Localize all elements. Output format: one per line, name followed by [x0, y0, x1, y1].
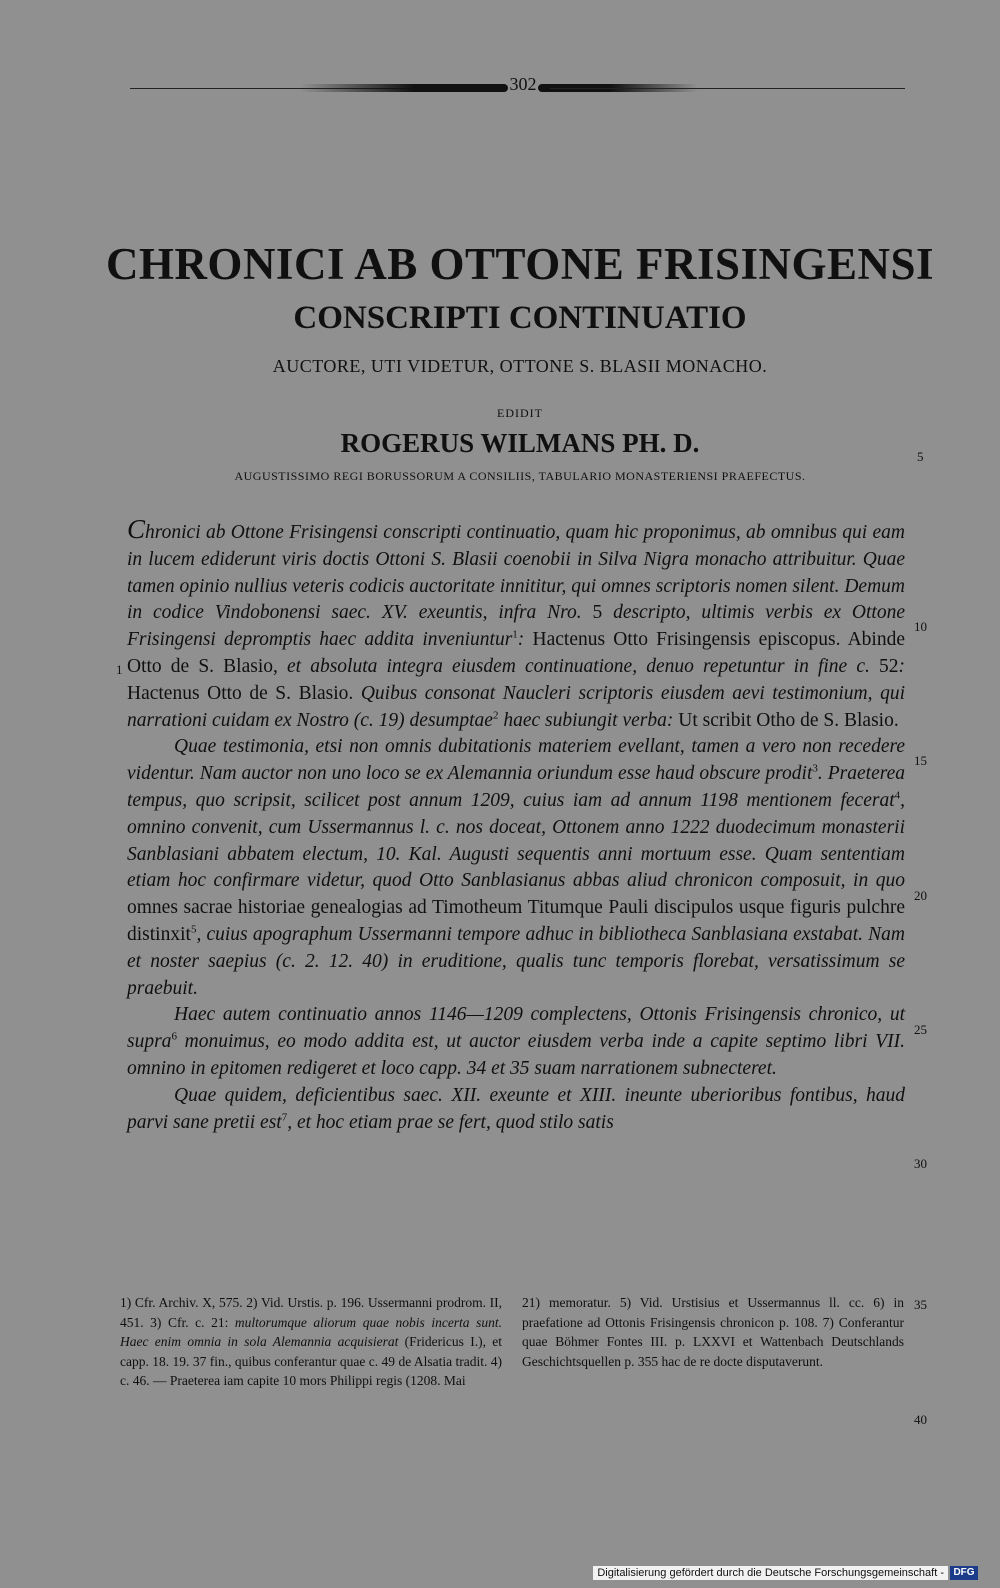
- text-span: :: [898, 655, 905, 677]
- line-number-30: 30: [914, 1156, 927, 1171]
- text-span: Hactenus Otto de S. Blasio.: [127, 682, 361, 704]
- page-subtitle: CONSCRIPTI CONTINUATIO: [293, 300, 747, 336]
- footnote-ref: 1: [512, 628, 518, 641]
- rule-right: [550, 88, 905, 89]
- footnotes-left-column: [120, 1293, 502, 1391]
- rule-left-ornament: [300, 84, 508, 92]
- text-span: 52: [869, 655, 899, 677]
- text-span: (Fridericus I.), et capp. 18. 19. 37 fin., quibus conferantur quae c. 49 de Alsatia tradit. 4) c. 46. — Praeterea iam capite 10 mors Philippi regis (1208. Mai: [120, 1334, 502, 1389]
- text-span: multorumque aliorum quae nobis incerta sunt. Haec enim omnia in sola Alemannia acquisierat: [120, 1314, 502, 1350]
- text-span: et absoluta integra eiusdem continuatione, denuo repetuntur in fine c.: [287, 655, 870, 677]
- line-number-15: 15: [914, 753, 927, 768]
- text-span: , et hoc etiam prae se fert, quod stilo satis: [287, 1111, 614, 1133]
- footnotes-right-column: [522, 1293, 904, 1371]
- margin-note: 1: [116, 662, 123, 677]
- page-number: 302: [509, 74, 537, 94]
- line-number-10: 10: [914, 619, 927, 634]
- text-span: 5: [581, 602, 614, 624]
- digitization-credit: [593, 1564, 978, 1582]
- text-span: , omnino convenit, cum Ussermannus l. c. nos doceat, Ottonem anno 1222 duodecimum monasterii Sanblasiani abbatem electum, 10. Kal. Augusti sequentis anni mortuum esse. Quam sententiam etiam hoc confirmare videtur, quod Otto Sanblasianus abbas aliud chronicon composuit, in quo: [127, 789, 905, 892]
- paragraph-1: [127, 516, 905, 734]
- edidit-label: EDIDIT: [497, 406, 543, 420]
- text-span: , cuius apographum Ussermanni tempore adhuc in bibliotheca Sanblasiana exstabat. Nam et noster saepius (c. 2. 12. 40) in eruditione, qualis tunc temporis florebat, versatissimum se praebuit.: [127, 923, 905, 999]
- text-span: . Praeterea tempus, quo scripsit, scilicet post annum 1209, cuius iam ad annum 1198 mentionem fecerat: [127, 763, 906, 811]
- editor-name: ROGERUS WILMANS PH. D.: [340, 428, 700, 458]
- body-text: [127, 516, 905, 1136]
- text-span: descripto, ultimis verbis ex Ottone Frisingensi depromptis haec addita inveniuntur: [127, 602, 906, 651]
- line-number-40: 40: [914, 1412, 927, 1427]
- footnote-text: [120, 1293, 502, 1391]
- text-span: monuimus, eo modo addita est, ut auctor eiusdem verba inde a capite septimo libri VII. omnino in epitomen redigeret et loco capp. 34 et 35 suam narrationem subnecteret.: [127, 1031, 905, 1079]
- footnote-ref: 6: [171, 1030, 177, 1043]
- text-span: hronici ab Ottone Frisingensi conscripti continuatio, quam hic proponimus, ab omnibus qui eam in lucem ediderunt viris doctis Ottoni S. Blasii coenobii in Silva Nigra monacho attribuitur. Quae tamen opinio nullius veteris codicis auctoritate innititur, qui omnes scriptoris nomen silent. Demum in codice Vindobonensi saec. XV. exeuntis, infra Nro.: [127, 522, 905, 624]
- paragraph-2: [127, 734, 905, 1002]
- author-line: AUCTORE, UTI VIDETUR, OTTONE S. BLASII MONACHO.: [272, 356, 768, 376]
- line-number-25: 25: [914, 1022, 927, 1037]
- paragraph-3: [127, 1002, 905, 1082]
- footnote-text: 21) memoratur. 5) Vid. Urstisius et Ussermannus ll. cc. 6) in praefatione ad Ottonis Frisingensis chronicon p. 108. 7) Conferantur quae Böhmer Fontes III. p. LXXVI et Wattenbach Deutschlands Geschichtsquellen p. 355 hac de re docte disputaverunt.: [522, 1295, 904, 1369]
- text-span: Quae testimonia, etsi non omnis dubitationis materiem evellant, tamen a vero non recedere videntur. Nam auctor non uno loco se ex Alemannia oriundum esse haud obscure prodit: [127, 736, 905, 785]
- footnote-ref: 4: [894, 789, 901, 802]
- line-number-35: 35: [914, 1297, 927, 1312]
- footnote-ref: 7: [281, 1111, 288, 1124]
- dfg-logo-icon: DFG: [950, 1566, 978, 1580]
- text-span: Hactenus Otto Frisingensis episcopus. Abinde Otto de S. Blasio,: [127, 629, 905, 677]
- text-span: 1) Cfr. Archiv. X, 575. 2) Vid. Urstis. p. 196. Ussermanni prodrom. II, 451. 3) Cfr. c. 21:: [120, 1295, 502, 1330]
- page-title: CHRONICI AB OTTONE FRISINGENSI: [105, 239, 935, 289]
- drop-cap: C: [127, 514, 146, 544]
- text-span: Quae quidem, deficientibus saec. XII. exeunte et XIII. ineunte uberioribus fontibus, haud parvi sane pretii est: [127, 1084, 905, 1133]
- text-span: :: [517, 629, 533, 651]
- text-span: Haec autem continuatio annos 1146—1209 complectens, Ottonis Frisingensis chronico, ut supra: [127, 1004, 905, 1053]
- footnote-ref: 3: [812, 762, 818, 775]
- text-span: Quibus consonat Naucleri scriptoris eiusdem aevi testimonium, qui narrationi cuidam ex Nostro (c. 19) desumptae: [127, 682, 905, 731]
- footnote-ref: 5: [190, 923, 197, 936]
- footnote-ref: 2: [492, 709, 499, 722]
- text-span: omnes sacrae historiae genealogias ad Timotheum Titumque Pauli discipulos usque figuris pulchre distinxit: [127, 897, 905, 945]
- text-span: Ut scribit Otho de S. Blasio.: [678, 709, 899, 731]
- running-head: [130, 74, 905, 104]
- credit-text: Digitalisierung gefördert durch die Deutsche Forschungsgemeinschaft -: [593, 1566, 948, 1580]
- line-number-5: 5: [917, 449, 924, 464]
- paragraph-4: [127, 1083, 905, 1137]
- line-number-20: 20: [914, 888, 927, 903]
- editor-description: AUGUSTISSIMO REGI BORUSSORUM A CONSILIIS, TABULARIO MONASTERIENSI PRAEFECTUS.: [234, 469, 806, 483]
- text-span: haec subiungit verba:: [498, 709, 679, 731]
